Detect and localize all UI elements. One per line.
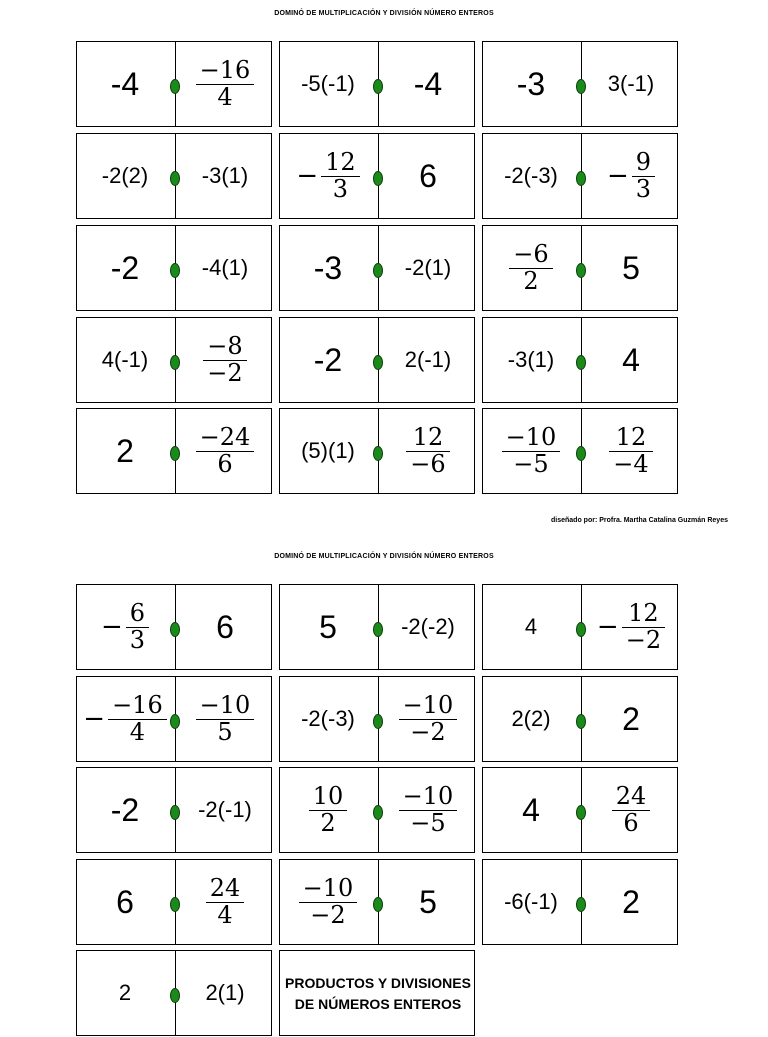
domino-value: -4 [110, 65, 140, 102]
domino-half-left [282, 677, 374, 761]
domino-value: 3(-1) [607, 71, 655, 96]
domino-half-right [382, 860, 474, 944]
fraction-denominator: −2 [207, 358, 243, 387]
domino-half-right [382, 768, 474, 852]
green-dot-icon [170, 622, 180, 637]
domino-half-left [79, 768, 171, 852]
fraction-denominator: 6 [217, 449, 233, 478]
fraction [399, 693, 458, 744]
designer-credit: diseñado por: Profra. Martha Catalina Guzmán Reyes [551, 517, 728, 524]
fraction-numerator: −16 [112, 691, 163, 720]
fraction-numerator: −10 [505, 423, 557, 452]
fraction-numerator: −24 [199, 423, 251, 452]
green-dot-icon [576, 714, 586, 729]
domino-half-right [179, 951, 271, 1035]
green-dot-icon [373, 805, 383, 820]
fraction [309, 784, 348, 835]
green-dot-icon [170, 988, 180, 1003]
fraction [299, 876, 358, 927]
domino-half-right [179, 860, 271, 944]
domino-value: 2 [116, 432, 134, 469]
domino-value: -2(-3) [301, 706, 355, 731]
fraction-numerator: −16 [199, 56, 251, 85]
domino-half-right [382, 585, 474, 669]
domino-value: 2(1) [205, 980, 245, 1005]
domino-tile [76, 584, 272, 670]
fraction-denominator: 4 [129, 717, 146, 746]
green-dot-icon [373, 897, 383, 912]
fraction-denominator: −5 [410, 808, 446, 837]
fraction [597, 601, 665, 652]
fraction-sign: − [296, 161, 319, 191]
fraction-denominator: −2 [625, 625, 662, 654]
caption-line-1: PRODUCTOS Y DIVISIONES [285, 975, 471, 991]
domino-tile [279, 767, 475, 853]
fraction-denominator: 4 [217, 82, 233, 111]
domino-value: -3(1) [201, 163, 249, 188]
fraction-numerator: 12 [412, 423, 444, 452]
domino-value: -4 [413, 65, 443, 102]
domino-value: -6(-1) [504, 889, 558, 914]
sheet2-grid [76, 0, 682, 1024]
domino-value: -2(-1) [198, 797, 252, 822]
domino-value: -2(-2) [401, 614, 455, 639]
domino-half-right [179, 585, 271, 669]
fraction-numerator: 12 [615, 423, 647, 452]
domino-half-left [79, 585, 171, 669]
fraction [83, 693, 166, 744]
domino-half-right [585, 585, 677, 669]
domino-value: -4(1) [201, 255, 249, 280]
green-dot-icon [576, 622, 586, 637]
domino-value: -2 [313, 341, 343, 378]
domino-value: -3 [516, 65, 546, 102]
domino-value: -3(1) [507, 347, 555, 372]
green-dot-icon [373, 714, 383, 729]
fraction-numerator: −6 [513, 240, 549, 269]
domino-value: 4 [522, 791, 540, 828]
domino-value: 6 [116, 883, 134, 920]
fraction-denominator: 3 [332, 174, 349, 203]
fraction [399, 784, 458, 835]
fraction-numerator: −8 [207, 332, 243, 361]
domino-half-right [179, 768, 271, 852]
domino-value: 4(-1) [101, 347, 149, 372]
domino-value: 2 [118, 980, 132, 1005]
green-dot-icon [170, 897, 180, 912]
sheet1-title: DOMINÓ DE MULTIPLICACIÓN Y DIVISIÓN NÚMERO ENTEROS [274, 10, 494, 17]
domino-half-right [585, 768, 677, 852]
fraction-numerator: 12 [325, 148, 356, 177]
domino-half-left [79, 677, 171, 761]
domino-half-left [282, 768, 374, 852]
fraction-denominator: −6 [410, 449, 446, 478]
fraction-sign: − [596, 612, 619, 642]
domino-value: 2 [622, 700, 640, 737]
green-dot-icon [576, 897, 586, 912]
fraction-numerator: 6 [129, 599, 146, 628]
domino-tile [482, 859, 678, 945]
domino-value: -2 [110, 249, 140, 286]
domino-half-left [485, 677, 577, 761]
fraction-numerator: −10 [199, 691, 251, 720]
domino-tile [76, 950, 272, 1036]
fraction-denominator: −2 [410, 717, 446, 746]
domino-half-left [79, 951, 171, 1035]
fraction [196, 693, 255, 744]
caption-card [279, 950, 475, 1036]
green-dot-icon [170, 805, 180, 820]
fraction-sign: − [83, 704, 106, 734]
domino-tile [482, 676, 678, 762]
domino-half-left [485, 585, 577, 669]
fraction-denominator: 6 [623, 808, 639, 837]
domino-tile [76, 676, 272, 762]
domino-half-right [585, 860, 677, 944]
domino-value: -3 [313, 249, 343, 286]
domino-value: 6 [216, 608, 234, 645]
domino-value: 6 [419, 157, 437, 194]
fraction-numerator: 9 [635, 148, 652, 177]
domino-half-left [282, 585, 374, 669]
fraction-denominator: 2 [523, 266, 539, 295]
domino-half-left [79, 860, 171, 944]
domino-value: 5 [319, 608, 337, 645]
fraction [612, 784, 651, 835]
domino-value: -2(1) [404, 255, 452, 280]
fraction-denominator: −5 [513, 449, 549, 478]
green-dot-icon [373, 622, 383, 637]
fraction-numerator: 24 [209, 874, 241, 903]
fraction-denominator: 3 [129, 625, 146, 654]
green-dot-icon [170, 714, 180, 729]
fraction-denominator: −4 [613, 449, 649, 478]
domino-half-left [485, 768, 577, 852]
green-dot-icon [576, 805, 586, 820]
fraction-denominator: 2 [320, 808, 336, 837]
fraction-denominator: 5 [217, 717, 233, 746]
fraction-numerator: −10 [402, 782, 454, 811]
domino-tile [279, 584, 475, 670]
fraction-numerator: 10 [312, 782, 344, 811]
domino-value: 2(2) [511, 706, 551, 731]
fraction-numerator: 24 [615, 782, 647, 811]
domino-half-right [585, 677, 677, 761]
sheet2-title: DOMINÓ DE MULTIPLICACIÓN Y DIVISIÓN NÚMERO ENTEROS [274, 553, 494, 560]
domino-tile [482, 767, 678, 853]
domino-tile [76, 859, 272, 945]
domino-value: -2 [110, 791, 140, 828]
fraction-denominator: 4 [217, 900, 233, 929]
domino-tile [279, 676, 475, 762]
caption-line-2: DE NÚMEROS ENTEROS [294, 996, 462, 1012]
domino-half-left [282, 860, 374, 944]
domino-value: 4 [524, 614, 538, 639]
fraction [101, 601, 149, 652]
domino-tile [76, 767, 272, 853]
fraction-numerator: −10 [402, 691, 454, 720]
fraction-sign: − [606, 161, 629, 191]
domino-half-right [382, 677, 474, 761]
domino-value: 2(-1) [404, 347, 452, 372]
domino-half-left [485, 860, 577, 944]
domino-tile [279, 859, 475, 945]
domino-value: -2(-3) [504, 163, 558, 188]
domino-value: -2(2) [101, 163, 149, 188]
domino-value: 2 [622, 883, 640, 920]
fraction-sign: − [100, 612, 123, 642]
domino-value: 4 [622, 341, 640, 378]
fraction-numerator: 12 [628, 599, 659, 628]
domino-half-right [179, 677, 271, 761]
fraction [206, 876, 245, 927]
domino-value: (5)(1) [301, 438, 355, 463]
domino-value: -5(-1) [301, 71, 355, 96]
domino-tile [482, 584, 678, 670]
fraction-numerator: −10 [302, 874, 354, 903]
fraction-denominator: 3 [635, 174, 652, 203]
domino-value: 5 [419, 883, 437, 920]
caption-text [280, 951, 476, 1037]
fraction-denominator: −2 [310, 900, 346, 929]
domino-value: 5 [622, 249, 640, 286]
